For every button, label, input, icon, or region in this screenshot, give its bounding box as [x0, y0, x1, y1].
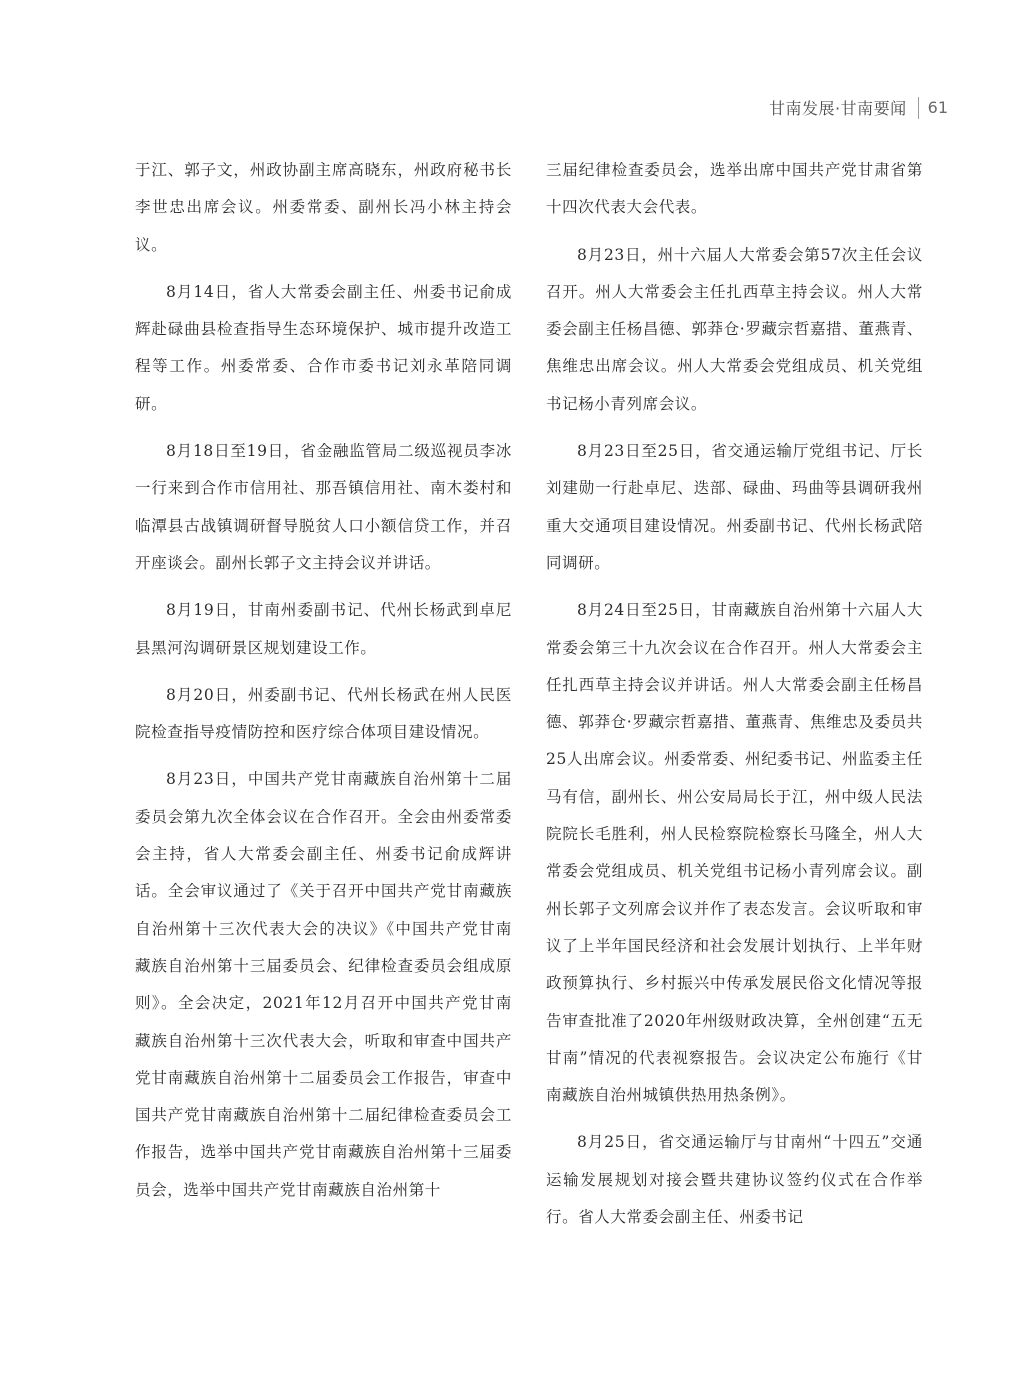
- paragraph: 8月20日，州委副书记、代州长杨武在州人民医院检查指导疫情防控和医疗综合体项目建设情况。: [135, 685, 512, 742]
- header-divider: [918, 97, 919, 119]
- right-column: [546, 152, 923, 1246]
- paragraph: 8月23日，州十六届人大常委会第57次主任会议召开。州人大常委会主任扎西草主持会议。州人大常委会副主任杨昌德、郭莽仓·罗藏宗哲嘉措、董燕青、焦维忠出席会议。州人大常委会党组成员、机关党组书记杨小青列席会议。: [546, 245, 923, 413]
- running-header: [769, 96, 948, 119]
- page-number: 61: [927, 98, 948, 117]
- paragraph: 8月18日至19日，省金融监管局二级巡视员李冰一行来到合作市信用社、那吾镇信用社、南木娄村和临潭县古战镇调研督导脱贫人口小额信贷工作，并召开座谈会。副州长郭子文主持会议并讲话。: [135, 442, 512, 572]
- paragraph: 8月23日至25日，省交通运输厅党组书记、厅长刘建勋一行赴卓尼、迭部、碌曲、玛曲等县调研我州重大交通项目建设情况。州委副书记、代州长杨武陪同调研。: [546, 442, 923, 572]
- left-column: [135, 152, 512, 1219]
- paragraph: 三届纪律检查委员会，选举出席中国共产党甘肃省第十四次代表大会代表。: [546, 161, 923, 217]
- paragraph: 于江、郭子文，州政协副主席高晓东，州政府秘书长李世忠出席会议。州委常委、副州长冯小林主持会议。: [135, 161, 512, 254]
- section-title: 甘南发展·甘南要闻: [769, 99, 907, 118]
- paragraph: 8月14日，省人大常委会副主任、州委书记俞成辉赴碌曲县检查指导生态环境保护、城市提升改造工程等工作。州委常委、合作市委书记刘永革陪同调研。: [135, 282, 512, 413]
- paragraph: 8月23日，中国共产党甘南藏族自治州第十二届委员会第九次全体会议在合作召开。全会由州委常委会主持，省人大常委会副主任、州委书记俞成辉讲话。全会审议通过了《关于召开中国共产党甘南藏族自治州第十三次代表大会的决议》《中国共产党甘南藏族自治州第十三届委员会、纪律检查委员会组成原则》。全会决定，2021年12月召开中国共产党甘南藏族自治州第十三次代表大会，听取和审查中国共产党甘南藏族自治州第十二届委员会工作报告，审查中国共产党甘南藏族自治州第十二届纪律检查委员会工作报告，选举中国共产党甘南藏族自治州第十三届委员会，选举中国共产党甘南藏族自治州第十: [135, 770, 512, 1199]
- paragraph: 8月19日，甘南州委副书记、代州长杨武到卓尼县黑河沟调研景区规划建设工作。: [135, 601, 512, 657]
- paragraph: 8月24日至25日，甘南藏族自治州第十六届人大常委会第三十九次会议在合作召开。州人大常委会主任扎西草主持会议并讲话。州人大常委会副主任杨昌德、郭莽仓·罗藏宗哲嘉措、董燕青、焦维忠及委员共25人出席会议。州委常委、州纪委书记、州监委主任马有信，副州长、州公安局局长于江，州中级人民法院院长毛胜利，州人民检察院检察长马隆全，州人大常委会党组成员、机关党组书记杨小青列席会议。副州长郭子文列席会议并作了表态发言。会议听取和审议了上半年国民经济和社会发展计划执行、上半年财政预算执行、乡村振兴中传承发展民俗文化情况等报告审查批准了2020年州级财政决算，全州创建“五无甘南”情况的代表视察报告。会议决定公布施行《甘南藏族自治州城镇供热用热条例》。: [546, 601, 923, 1105]
- paragraph: 8月25日，省交通运输厅与甘南州“十四五”交通运输发展规划对接会暨共建协议签约仪式在合作举行。省人大常委会副主任、州委书记: [546, 1133, 923, 1227]
